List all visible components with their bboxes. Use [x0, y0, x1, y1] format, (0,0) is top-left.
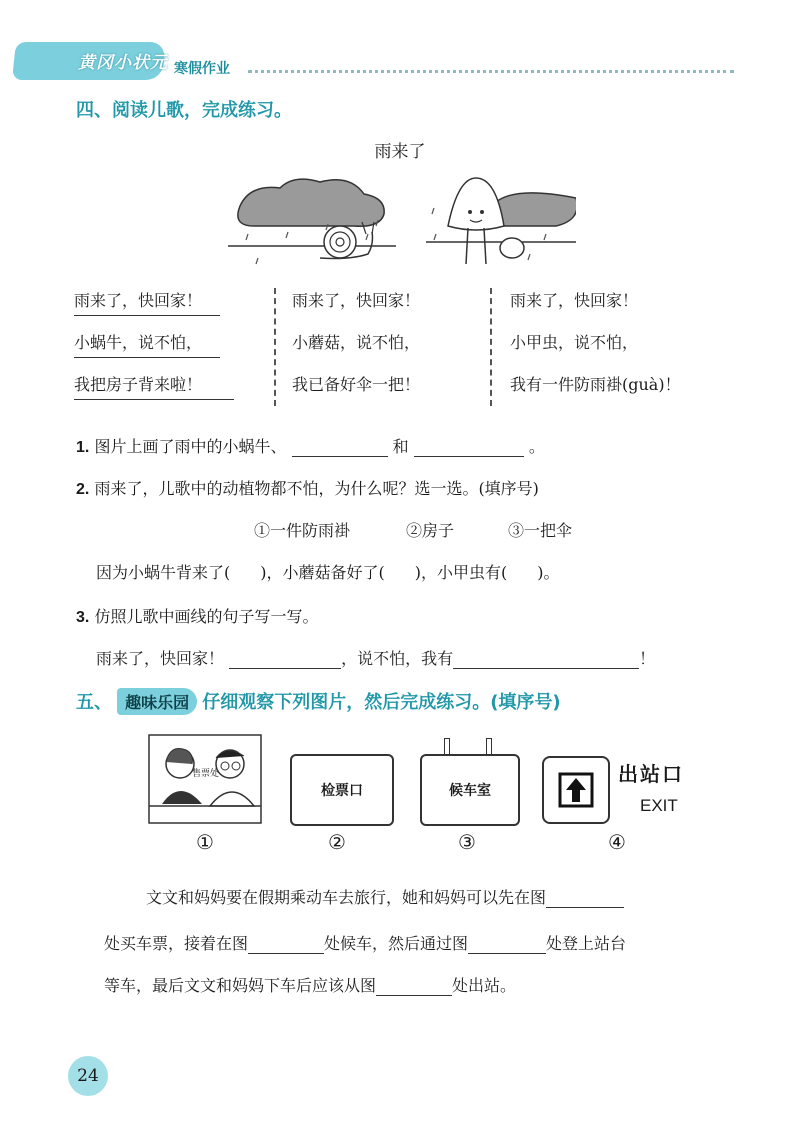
para-line-3: [104, 976, 516, 996]
marker-2: ②: [328, 830, 346, 854]
q2-number: 2.: [76, 481, 90, 498]
section-4-title: 四、阅读儿歌，完成练习。: [76, 100, 292, 121]
q3-writing-line: [96, 646, 655, 669]
para-blank-4[interactable]: [376, 977, 452, 996]
q1-text: 图片上画了雨中的小蜗牛、: [94, 437, 287, 456]
snail-rain-illustration: [228, 172, 396, 272]
ticket-booth-illustration: [148, 734, 262, 824]
para-text-3: 处候车，然后通过图: [324, 934, 469, 953]
poem-col1-line3: 我把房子背来啦！: [74, 372, 234, 400]
poem-col2-line2: 小蘑菇，说不怕，: [292, 333, 421, 352]
exit-arrow-icon: [544, 758, 608, 822]
poem-title: 雨来了: [374, 142, 426, 162]
q3-number: 3.: [76, 609, 90, 626]
marker-1: ①: [196, 830, 214, 854]
q3-blank-1[interactable]: [229, 650, 341, 669]
page-number: 24: [68, 1056, 108, 1096]
q1-and: 和: [392, 437, 409, 456]
q3-line-a: 雨来了，快回家！: [96, 649, 225, 668]
question-2: [76, 476, 539, 499]
q2-sentence-part-2: )，小蘑菇备好了(: [260, 563, 385, 582]
sign-ticket-check: 检票口: [290, 754, 394, 826]
exit-label-cn: 出站口: [618, 762, 684, 786]
poem-col2-line1: 雨来了，快回家！: [292, 291, 421, 310]
exit-sign-box: [542, 756, 610, 824]
q3-line-b: ，说不怕，我有: [341, 649, 454, 668]
exit-label-en: EXIT: [640, 796, 678, 815]
para-text-6: 处出站。: [452, 976, 517, 995]
para-line-1: [146, 888, 624, 908]
q3-text: 仿照儿歌中画线的句子写一写。: [94, 607, 319, 626]
poem-col1-line1: 雨来了，快回家！: [74, 288, 220, 316]
q1-blank-1[interactable]: [292, 438, 388, 457]
mushroom-beetle-illustration: [426, 168, 576, 272]
section-5-badge: 趣味乐园: [117, 688, 197, 715]
q2-option-1: ①一件防雨褂: [254, 521, 351, 540]
para-blank-2[interactable]: [248, 935, 324, 954]
brand-logo: 黄冈小状元: [78, 53, 168, 73]
q2-sentence-part-4: )。: [537, 563, 560, 582]
sign-waiting-room: 候车室: [420, 754, 520, 826]
poem-col3-line3: 我有一件防雨褂(guà)！: [510, 375, 681, 394]
q2-option-3: ③一把伞: [508, 521, 573, 540]
marker-3: ③: [458, 830, 476, 854]
q1-blank-2[interactable]: [414, 438, 524, 457]
poem-divider-1: [274, 288, 276, 406]
para-text-4: 处登上站台: [546, 934, 627, 953]
q2-sentence: [96, 560, 560, 583]
para-line-2: [104, 934, 626, 954]
section-5-text: 仔细观察下列图片，然后完成练习。(填序号): [202, 692, 561, 713]
poem-divider-2: [490, 288, 492, 406]
q2-sentence-part-1: 因为小蜗牛背来了(: [96, 563, 231, 582]
section-5-title: [76, 688, 561, 715]
q3-line-end: ！: [639, 649, 656, 668]
q1-end: 。: [528, 437, 545, 456]
poem-col3-line2: 小甲虫，说不怕，: [510, 333, 639, 352]
q2-option-2: ②房子: [406, 521, 455, 540]
poem-col3-line1: 雨来了，快回家！: [510, 291, 639, 310]
q2-text: 雨来了，儿歌中的动植物都不怕，为什么呢？选一选。(填序号): [94, 479, 539, 498]
para-text-1: 文文和妈妈要在假期乘动车去旅行，她和妈妈可以先在图: [146, 888, 547, 907]
q1-number: 1.: [76, 439, 90, 456]
para-blank-1[interactable]: [546, 889, 624, 908]
question-3: [76, 604, 318, 627]
booth-sign-text: 售票处: [192, 769, 220, 779]
para-blank-3[interactable]: [468, 935, 546, 954]
poem-col1-line2: 小蜗牛，说不怕，: [74, 330, 220, 358]
q3-blank-2[interactable]: [453, 650, 639, 669]
header-dotted-line: [248, 70, 734, 73]
section-5-prefix: 五、: [76, 692, 112, 713]
para-text-5: 等车，最后文文和妈妈下车后应该从图: [104, 976, 377, 995]
poem-col2-line3: 我已备好伞一把！: [292, 375, 421, 394]
question-1: [76, 434, 545, 457]
header-subtitle: 寒假作业: [174, 61, 230, 77]
para-text-2: 处买车票，接着在图: [104, 934, 249, 953]
q2-sentence-part-3: )，小甲虫有(: [414, 563, 508, 582]
marker-4: ④: [608, 830, 626, 854]
